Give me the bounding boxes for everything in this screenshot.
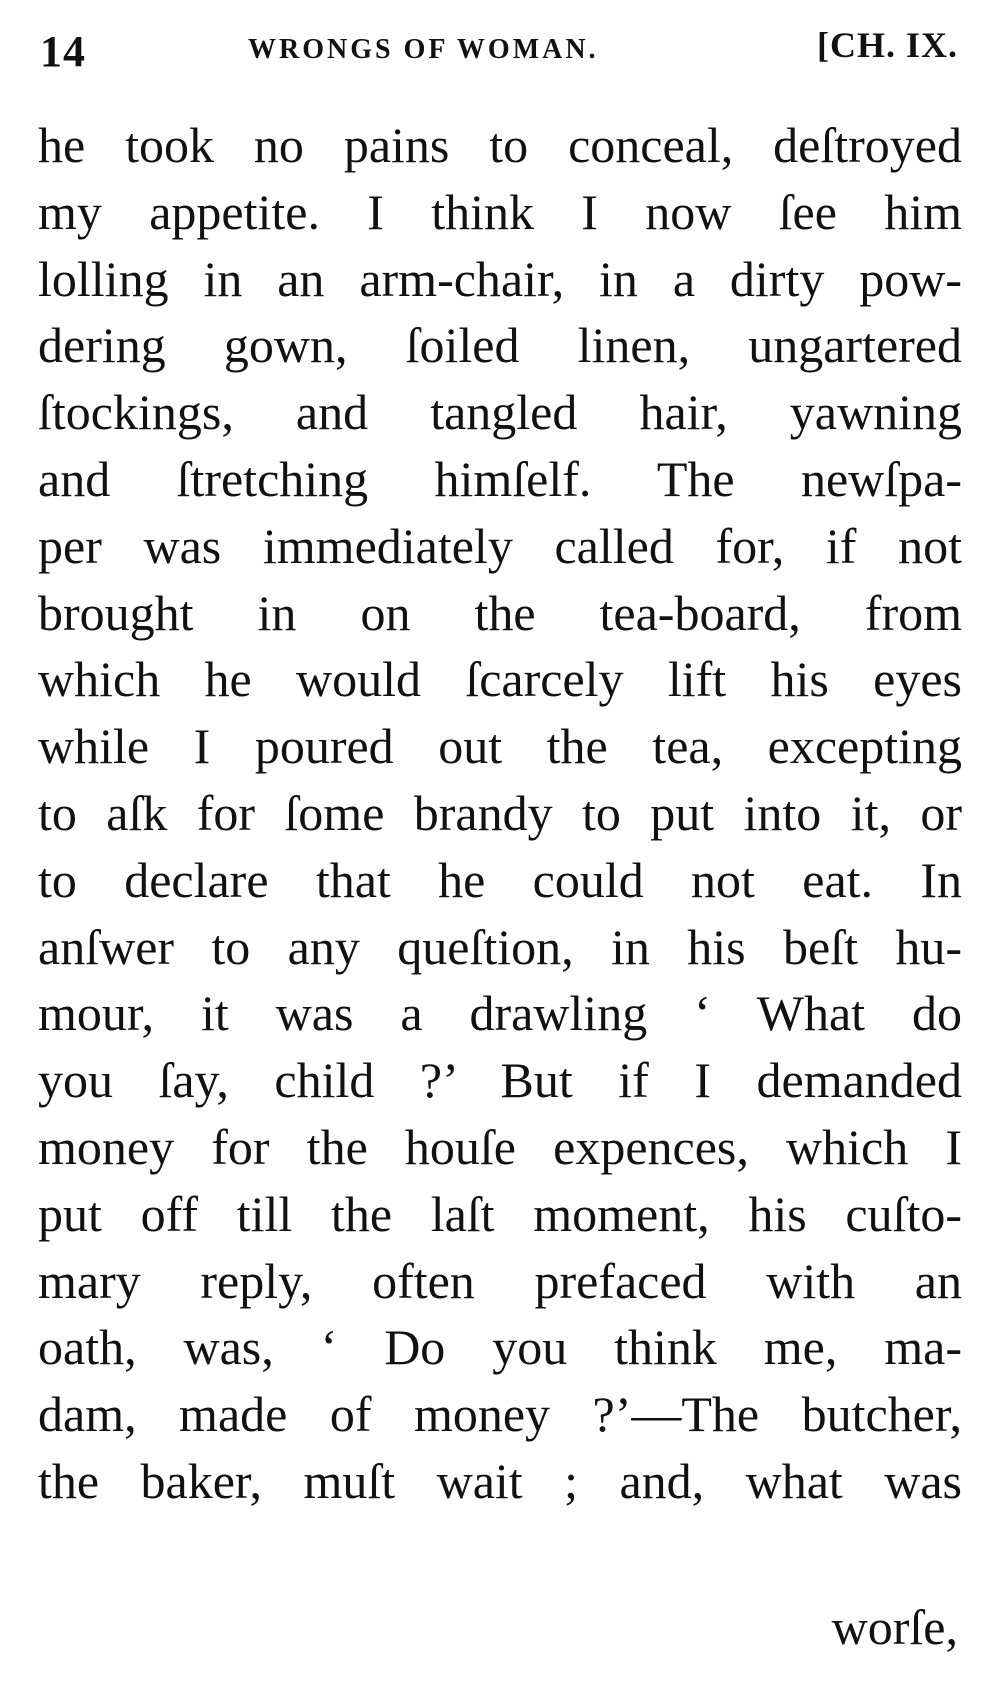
text-line: money for the houſe expences, which I — [38, 1118, 962, 1175]
text-line: dering gown, ſoiled linen, ungartered — [38, 317, 962, 374]
text-line: per was immediately called for, if not — [38, 517, 962, 574]
text-line: brought in on the tea-board, from — [38, 584, 962, 641]
text-line: to aſk for ſome brandy to put into it, or — [38, 784, 962, 841]
text-line: dam, made of money ?’—The butcher, — [38, 1386, 962, 1443]
text-line: lolling in an arm-chair, in a dirty pow- — [38, 250, 962, 307]
text-line: my appetite. I think I now ſee him — [38, 183, 962, 240]
running-title: WRONGS OF WOMAN. — [248, 34, 599, 65]
catchword: worſe, — [831, 1599, 958, 1655]
text-line: the baker, muſt wait ; and, what was — [38, 1452, 962, 1509]
text-line: mary reply, often prefaced with an — [38, 1252, 962, 1309]
text-line: which he would ſcarcely lift his eyes — [38, 651, 962, 708]
text-line: he took no pains to conceal, deſtroyed — [38, 117, 962, 173]
text-line: while I poured out the tea, excepting — [38, 718, 962, 775]
text-line: mour, it was a drawling ‘ What do — [38, 985, 962, 1042]
page-number: 14 — [40, 27, 86, 76]
text-line: to declare that he could not eat. In — [38, 851, 962, 908]
text-line: and ſtretching himſelf. The newſpa- — [38, 450, 962, 507]
text-line: you ſay, child ?’ But if I demanded — [38, 1052, 962, 1109]
body-text — [38, 112, 962, 1515]
running-head — [40, 18, 958, 78]
chapter-marker: [CH. IX. — [817, 25, 958, 65]
text-line: ſtockings, and tangled hair, yawning — [38, 384, 962, 441]
text-line: anſwer to any queſtion, in his beſt hu- — [38, 918, 962, 975]
text-line: oath, was, ‘ Do you think me, ma- — [38, 1319, 962, 1376]
text-line: put off till the laſt moment, his cuſto- — [38, 1185, 962, 1242]
